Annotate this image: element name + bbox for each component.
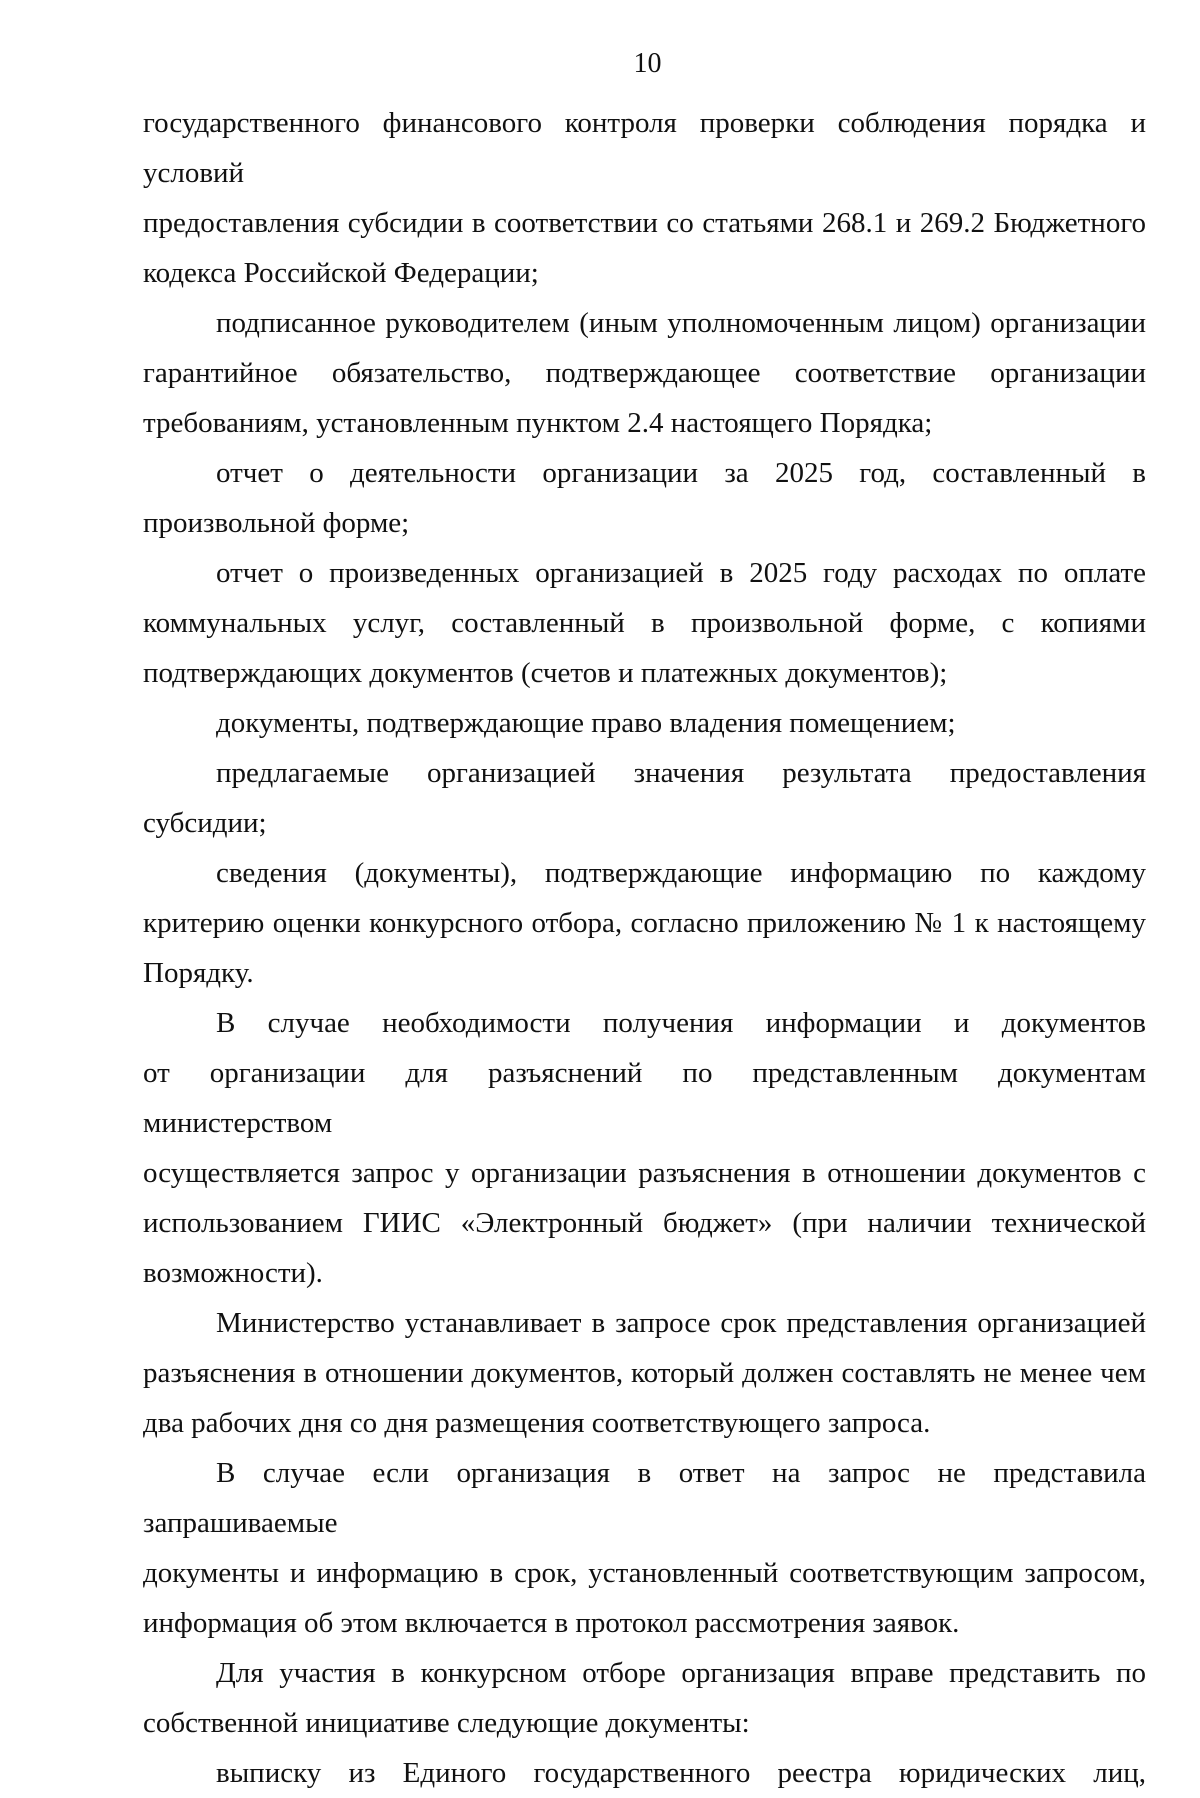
text-line: от организации для разъяснений по представленным документам министерством	[143, 1057, 1146, 1139]
text-line: Министерство устанавливает в запросе срок представления организацией	[216, 1307, 1146, 1339]
paragraph	[143, 698, 1146, 748]
text-line: выписку из Единого государственного реестра юридических лиц,	[216, 1757, 1146, 1789]
text-line: Для участия в конкурсном отборе организация вправе представить по	[216, 1657, 1146, 1689]
text-line: использованием ГИИС «Электронный бюджет» (при наличии технической	[143, 1207, 1146, 1239]
text-line: предлагаемые организацией значения результата предоставления субсидии;	[143, 757, 1146, 839]
text-line: документы, подтверждающие право владения помещением;	[216, 707, 956, 739]
text-line: информация об этом включается в протокол рассмотрения заявок.	[143, 1607, 960, 1639]
text-line: государственного финансового контроля проверки соблюдения порядка и условий	[143, 107, 1146, 189]
text-line: отчет о деятельности организации за 2025 год, составленный в	[216, 457, 1146, 489]
text-line: подписанное руководителем (иным уполномоченным лицом) организации	[216, 307, 1146, 339]
text-line: подтверждающих документов (счетов и платежных документов);	[143, 657, 948, 689]
paragraph	[143, 748, 1146, 848]
document-body	[143, 98, 1146, 1798]
text-line: отчет о произведенных организацией в 2025 году расходах по оплате	[216, 557, 1146, 589]
text-line: гарантийное обязательство, подтверждающее соответствие организации	[143, 357, 1146, 389]
paragraph	[143, 448, 1146, 548]
paragraph	[143, 298, 1146, 448]
text-line: собственной инициативе следующие документы:	[143, 1707, 750, 1739]
text-line: документы и информацию в срок, установленный соответствующим запросом,	[143, 1557, 1146, 1589]
text-line: произвольной форме;	[143, 507, 410, 539]
text-line: сведения (документы), подтверждающие информацию по каждому	[216, 857, 1146, 889]
text-line: Порядку.	[143, 957, 254, 989]
text-line: предоставления субсидии в соответствии со статьями 268.1 и 269.2 Бюджетного	[143, 207, 1146, 239]
text-line: критерию оценки конкурсного отбора, согласно приложению № 1 к настоящему	[143, 907, 1146, 939]
paragraph	[143, 848, 1146, 998]
text-line: В случае необходимости получения информации и документов	[216, 1007, 1146, 1039]
text-line: кодекса Российской Федерации;	[143, 257, 539, 289]
text-line: возможности).	[143, 1257, 323, 1289]
paragraph	[143, 1648, 1146, 1748]
text-line: разъяснения в отношении документов, который должен составлять не менее чем	[143, 1357, 1146, 1389]
paragraph	[143, 1448, 1146, 1648]
text-line: В случае если организация в ответ на запрос не представила запрашиваемые	[143, 1457, 1146, 1539]
page-number: 10	[633, 48, 662, 79]
paragraph	[143, 1748, 1146, 1798]
paragraph	[143, 998, 1146, 1298]
text-line: осуществляется запрос у организации разъяснения в отношении документов с	[143, 1157, 1146, 1189]
text-line: коммунальных услуг, составленный в произвольной форме, с копиями	[143, 607, 1146, 639]
paragraph	[143, 548, 1146, 698]
paragraph	[143, 1298, 1146, 1448]
text-line: требованиям, установленным пунктом 2.4 настоящего Порядка;	[143, 407, 933, 439]
text-line: два рабочих дня со дня размещения соответствующего запроса.	[143, 1407, 931, 1439]
paragraph	[143, 98, 1146, 298]
